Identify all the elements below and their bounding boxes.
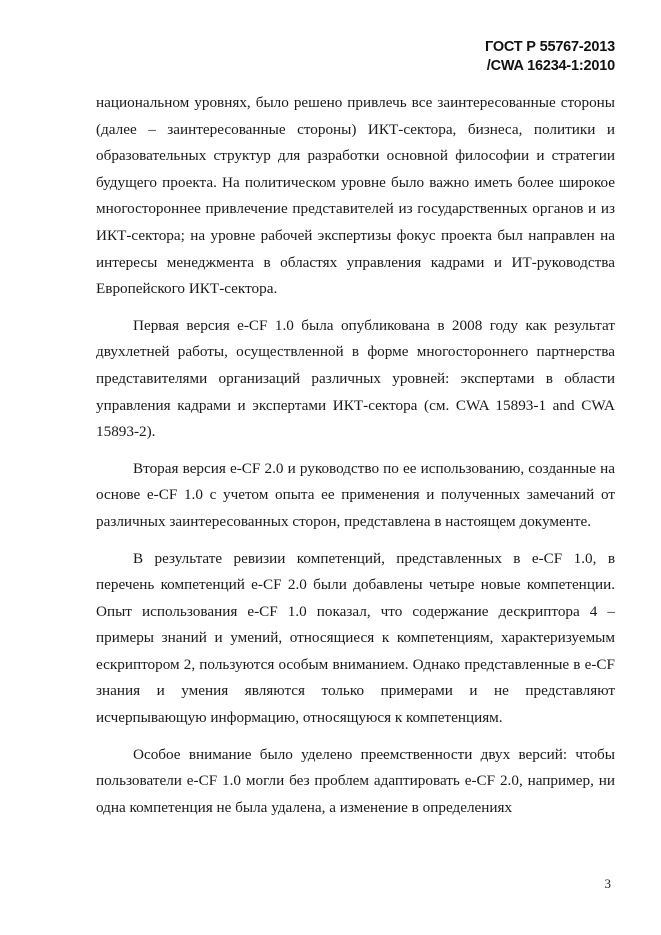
paragraph-second-version: Вторая версия e-CF 2.0 и руководство по ее использованию, созданные на основе e-CF 1.0 с учетом опыта ее применения и полученных замечаний от различных заинтересованных сторон, представлена в настоящем документе. xyxy=(96,459,615,530)
standard-cwa-designation: /CWA 16234-1:2010 xyxy=(486,58,615,74)
page-number: 3 xyxy=(604,876,611,891)
body-text xyxy=(96,90,615,821)
standard-designation: ГОСТ Р 55767-2013 xyxy=(484,39,615,55)
paragraph-continuation: национальном уровнях, было решено привлечь все заинтересованные стороны (далее – заинтересованные стороны) ИКТ-сектора, бизнеса, политики и образовательных структур для разработки основной философии и стратегии будущего проекта. На политическом уровне было важно иметь более широкое многостороннее привлечение представителей из государственных органов и из ИКТ-сектора; на уровне рабочей экспертизы фокус проекта был направлен на интересы менеджмента в областях управления кадрами и ИТ-руководства Европейского ИКТ-сектора. xyxy=(96,94,615,298)
document-header xyxy=(485,38,615,76)
paragraph-revision: В результате ревизии компетенций, представленных в e-CF 1.0, в перечень компетенций e-CF 2.0 были добавлены четыре новые компетенции. Опыт использования e-CF 1.0 показал, что содержание дескриптора 4 – примеры знаний и умений, относящиеся к компетенциям, характеризуемым ескриптором 2, пользуются особым вниманием. Однако представленные в e-CF знания и умения являются только примерами и не представляют исчерпывающую информацию, относящуюся к компетенциям. xyxy=(96,549,615,727)
paragraph-first-version: Первая версия e-CF 1.0 была опубликована в 2008 году как результат двухлетней работы, осуществленной в форме многостороннего партнерства представителями организаций различных уровней: экспертами в области управления кадрами и экспертами ИКТ-сектора (см. CWA 15893-1 and CWA 15893-2). xyxy=(96,316,615,441)
paragraph-continuity: Особое внимание было уделено преемственности двух версий: чтобы пользователи e-CF 1.0 могли без проблем адаптировать e-CF 2.0, например, ни одна компетенция не была удалена, а изменение в определениях xyxy=(96,745,615,816)
